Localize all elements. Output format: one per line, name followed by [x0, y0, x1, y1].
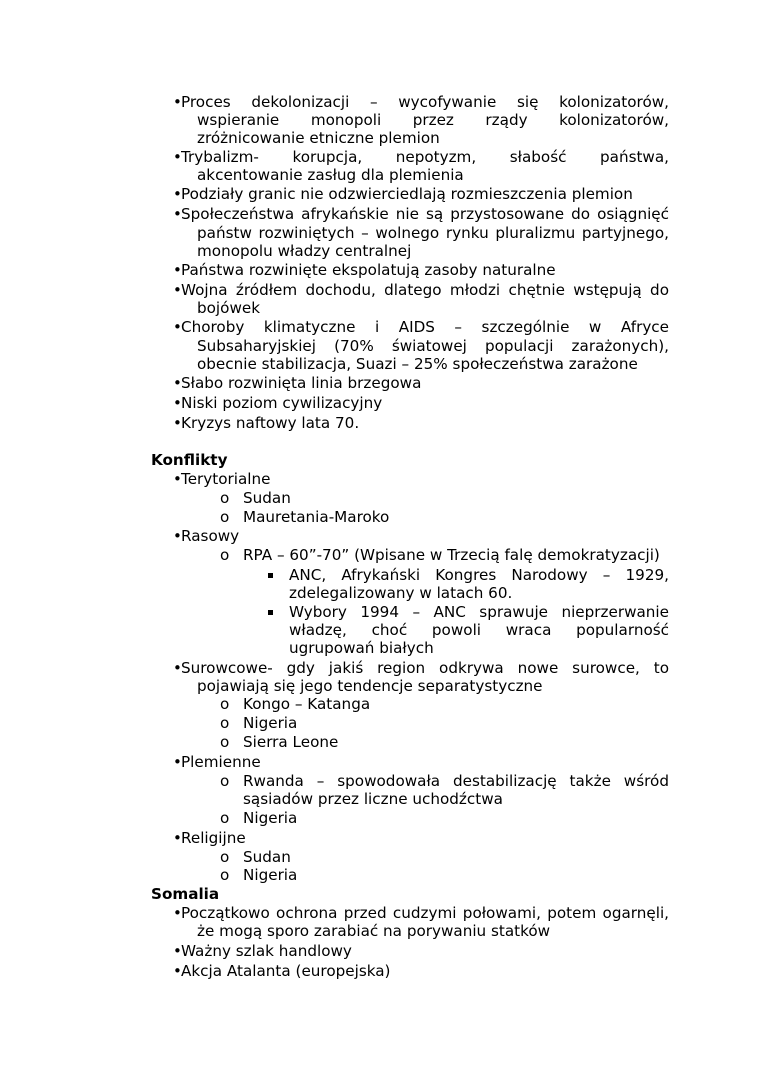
bullet: •	[173, 374, 182, 392]
item-line: pojawiają się jego tendencje separatystyczne	[197, 677, 543, 695]
sub-marker: o	[220, 714, 230, 732]
list-item: Początkowo ochrona przed cudzymi połowami, potem ogarnęli,	[181, 904, 669, 922]
item-line: zróżnicowanie etniczne plemion	[197, 129, 440, 147]
sub-marker: o	[220, 809, 230, 827]
bullet: •	[173, 753, 182, 771]
item-line: Wojna źródłem dochodu, dlatego młodzi chętnie wstępują do	[181, 281, 669, 299]
detail-line: ugrupowań białych	[289, 639, 434, 657]
item-line: Proces dekolonizacji – wycofywanie się kolonizatorów,	[181, 93, 669, 111]
list-item: Surowcowe- gdy jakiś region odkrywa nowe surowce, to	[181, 659, 669, 677]
item-line: Państwa rozwinięte ekspolatują zasoby naturalne	[181, 261, 556, 279]
detail-line: władzę, choć powoli wraca popularność	[289, 621, 669, 639]
bullet: •	[173, 659, 182, 677]
bullet: •	[173, 829, 182, 847]
bullet: •	[173, 318, 182, 336]
item-line: Trybalizm- korupcja, nepotyzm, słabość państwa,	[181, 148, 669, 166]
sub-marker: o	[220, 546, 230, 564]
sub-item-line: sąsiadów przez liczne uchodźctwa	[243, 790, 503, 808]
bullet: •	[173, 904, 182, 922]
sub-item: Sudan	[243, 848, 291, 866]
sub-item: Kongo – Katanga	[243, 695, 371, 713]
bullet: •	[173, 281, 182, 299]
item-line: Społeczeństwa afrykańskie nie są przystosowane do osiągnięć	[181, 205, 669, 223]
item-line: Niski poziom cywilizacyjny	[181, 394, 383, 412]
bullet: •	[173, 962, 182, 980]
sub-marker: o	[220, 695, 230, 713]
sub-item: Mauretania-Maroko	[243, 508, 390, 526]
list-item: Plemienne	[181, 753, 261, 771]
sub-marker: o	[220, 733, 230, 751]
section-heading-konflikty: Konflikty	[151, 451, 228, 469]
item-line: obecnie stabilizacja, Suazi – 25% społeczeństwa zarażone	[197, 355, 638, 373]
section-heading-somalia: Somalia	[151, 885, 220, 903]
list-item: Akcja Atalanta (europejska)	[181, 962, 391, 980]
bullet: •	[173, 527, 182, 545]
sub-item: Nigeria	[243, 866, 298, 884]
list-item: Rasowy	[181, 527, 240, 545]
item-line: Słabo rozwinięta linia brzegowa	[181, 374, 422, 392]
detail-line: ANC, Afrykański Kongres Narodowy – 1929,	[289, 566, 669, 584]
sub-item: Sierra Leone	[243, 733, 339, 751]
sub-marker: o	[220, 489, 230, 507]
square-bullet	[268, 610, 273, 615]
sub-marker: o	[220, 848, 230, 866]
item-line: Choroby klimatyczne i AIDS – szczególnie w Afryce	[181, 318, 669, 336]
sub-item: Nigeria	[243, 809, 298, 827]
item-line: wspieranie monopoli przez rządy kolonizatorów,	[197, 111, 669, 129]
list-item: Terytorialne	[181, 470, 271, 488]
bullet: •	[173, 185, 182, 203]
item-line: akcentowanie zasług dla plemienia	[197, 166, 464, 184]
sub-item: Sudan	[243, 489, 291, 507]
item-line: Podziały granic nie odzwierciedlają rozmieszczenia plemion	[181, 185, 633, 203]
sub-marker: o	[220, 772, 230, 790]
item-line: państw rozwiniętych – wolnego rynku pluralizmu partyjnego,	[197, 224, 669, 242]
sub-marker: o	[220, 508, 230, 526]
detail-line: zdelegalizowany w latach 60.	[289, 584, 513, 602]
bullet: •	[173, 148, 182, 166]
bullet: •	[173, 93, 182, 111]
square-bullet	[268, 573, 273, 578]
sub-marker: o	[220, 866, 230, 884]
bullet: •	[173, 261, 182, 279]
bullet: •	[173, 942, 182, 960]
list-item: Religijne	[181, 829, 246, 847]
item-line: Kryzys naftowy lata 70.	[181, 414, 360, 432]
sub-item: Nigeria	[243, 714, 298, 732]
bullet: •	[173, 205, 182, 223]
item-line: że mogą sporo zarabiać na porywaniu statków	[197, 922, 551, 940]
sub-item: Rwanda – spowodowała destabilizację także wśród	[243, 772, 669, 790]
sub-item: RPA – 60”-70” (Wpisane w Trzecią falę demokratyzacji)	[243, 546, 660, 564]
item-line: Subsaharyjskiej (70% światowej populacji zarażonych),	[197, 337, 669, 355]
bullet: •	[173, 470, 182, 488]
item-line: bojówek	[197, 299, 261, 317]
item-line: monopolu władzy centralnej	[197, 242, 412, 260]
list-item: Ważny szlak handlowy	[181, 942, 352, 960]
bullet: •	[173, 394, 182, 412]
bullet: •	[173, 414, 182, 432]
detail-line: Wybory 1994 – ANC sprawuje nieprzerwanie	[289, 603, 669, 621]
